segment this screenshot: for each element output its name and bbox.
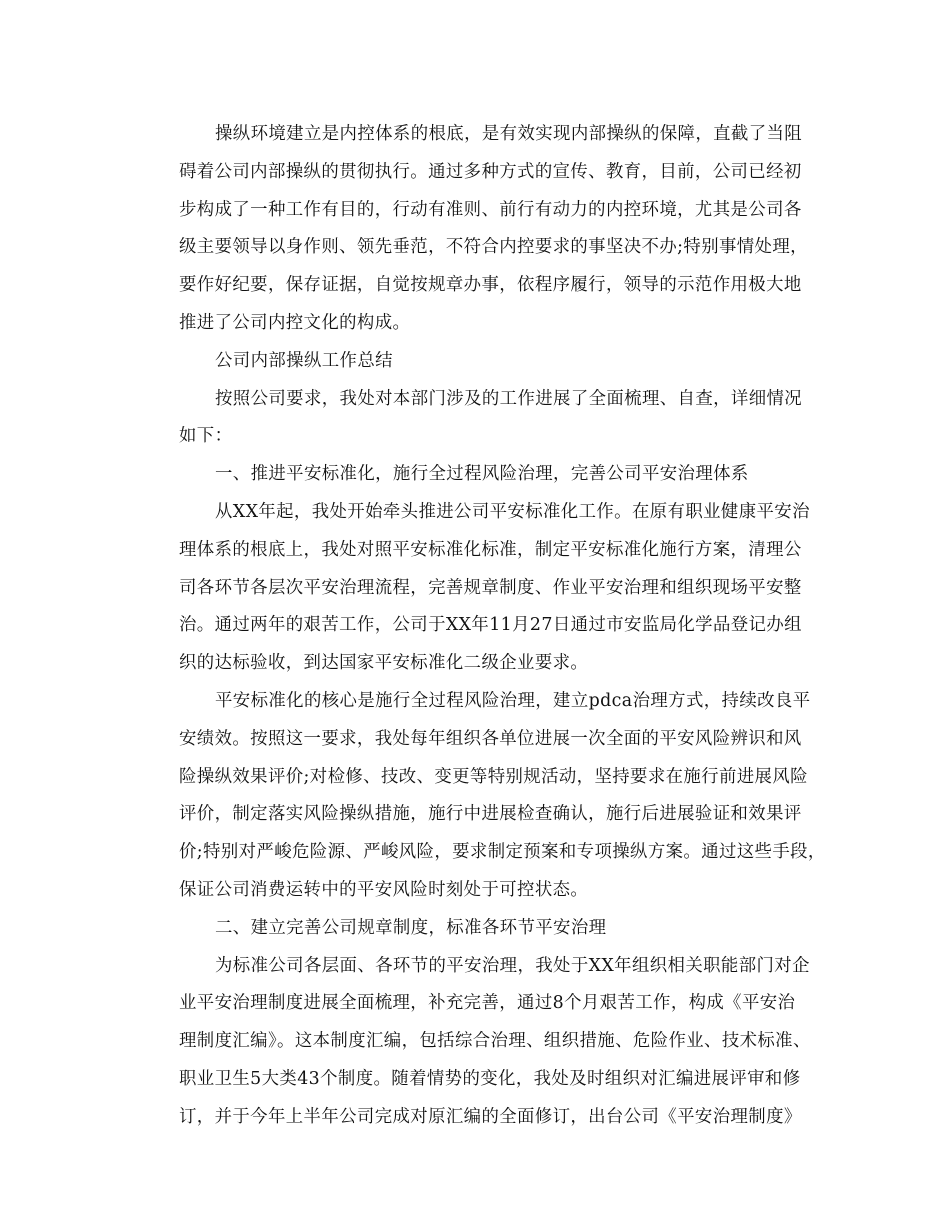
text-line: 评价，制定落实风险操纵措施，施行中进展检查确认，施行后进展验证和效果评 [179, 804, 802, 825]
text-line: 要作好纪要，保存证据，自觉按规章办事，依程序履行，领导的示范作用极大地 [179, 275, 802, 296]
subheading-one [143, 456, 815, 494]
subheading-two [143, 910, 815, 948]
text-line: 为标准公司各层面、各环节的平安治理，我处于XX年组织相关职能部门对企 [215, 955, 810, 976]
text-line: 推进了公司内控文化的构成。 [179, 312, 411, 333]
text-line: 业平安治理制度进展全面梳理，补充完善，通过8个月艰苦工作，构成《平安治 [179, 993, 796, 1014]
paragraph-regulations [143, 948, 815, 1137]
text-line: 织的达标验收，到达国家平安标准化二级企业要求。 [179, 653, 589, 674]
text-line: 二、建立完善公司规章制度，标准各环节平安治理 [215, 917, 607, 938]
text-line: 订，并于今年上半年公司完成对原汇编的全面修订，出台公司《平安治理制度》 [179, 1106, 802, 1127]
section-heading [143, 343, 815, 381]
text-line: 平安标准化的核心是施行全过程风险治理，建立pdca治理方式，持续改良平 [215, 690, 811, 711]
paragraph-risk-management [143, 683, 826, 910]
text-line: 职业卫生5大类43个制度。随着情势的变化，我处及时组织对汇编进展评审和修 [179, 1068, 801, 1089]
text-line: 治。通过两年的艰苦工作，公司于XX年11月27日通过市安监局化学品登记办组 [179, 615, 802, 636]
text-line: 如下： [179, 426, 233, 447]
paragraph-standardization [143, 494, 815, 683]
paragraph-intro [143, 381, 815, 457]
text-line: 保证公司消费运转中的平安风险时刻处于可控状态。 [179, 879, 589, 900]
text-line: 级主要领导以身作则、领先垂范，不符合内控要求的事坚决不办;特别事情处理， [179, 237, 808, 258]
text-line: 步构成了一种工作有目的，行动有准则、前行有动力的内控环境，尤其是公司各 [179, 199, 802, 220]
text-line: 公司内部操纵工作总结 [215, 350, 393, 371]
text-line: 安绩效。按照这一要求，我处每年组织各单位进展一次全面的平安风险辨识和风 [179, 728, 802, 749]
text-line: 司各环节各层次平安治理流程，完善规章制度、作业平安治理和组织现场平安整 [179, 577, 802, 598]
document-body [143, 116, 826, 1137]
text-line: 从XX年起，我处开始牵头推进公司平安标准化工作。在原有职业健康平安治 [215, 501, 810, 522]
text-line: 按照公司要求，我处对本部门涉及的工作进展了全面梳理、自查，详细情况 [215, 388, 803, 409]
text-line: 碍着公司内部操纵的贯彻执行。通过多种方式的宣传、教育，目前，公司已经初 [179, 161, 802, 182]
paragraph-control-environment [143, 116, 815, 343]
text-line: 价;特别对严峻危险源、严峻风险，要求制定预案和专项操纵方案。通过这些手段， [179, 842, 826, 863]
text-line: 一、推进平安标准化，施行全过程风险治理，完善公司平安治理体系 [215, 464, 749, 485]
text-line: 理体系的根底上，我处对照平安标准化标准，制定平安标准化施行方案，清理公 [179, 539, 802, 560]
text-line: 操纵环境建立是内控体系的根底，是有效实现内部操纵的保障，直截了当阻 [215, 124, 803, 144]
text-line: 险操纵效果评价;对检修、技改、变更等特别规活动，坚持要求在施行前进展风险 [179, 766, 808, 787]
text-line: 理制度汇编》。这本制度汇编，包括综合治理、组织措施、危险作业、技术标准、 [179, 1031, 811, 1052]
